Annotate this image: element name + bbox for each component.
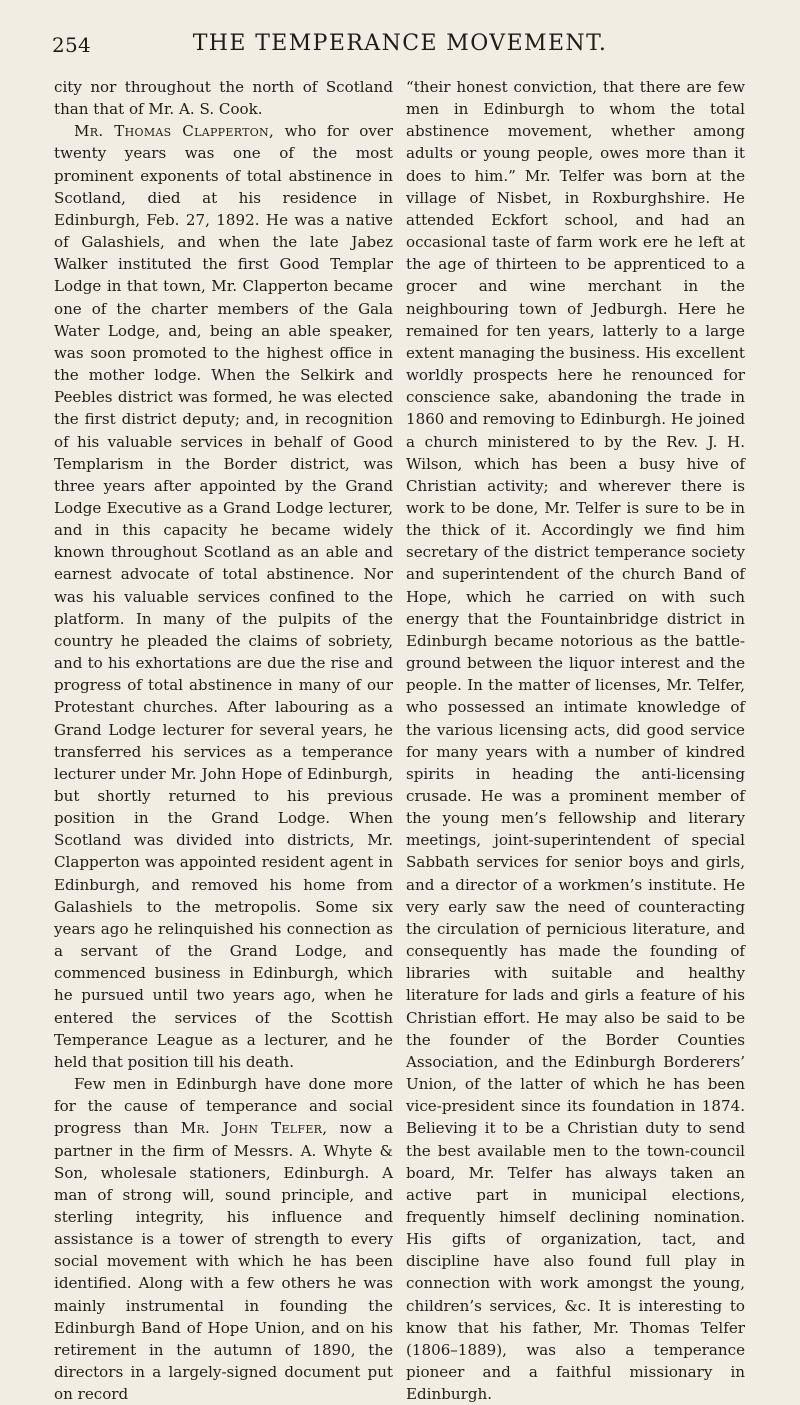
paragraph-clapperton-text: who for over twenty years was one of the most prominent exponents of total abstinence in Scotland, died at his residence in Edinburgh, Feb. 27, 1892. He was a native of Galashiels, and when the late Jabez Walker instituted the first Good Templar Lodge in that town, Mr. Clapperton became one of the charter members of the Gala Water Lodge, and, being an able speaker, was soon promoted to the highest office in the mother lodge. When the Selkirk and Peebles district was formed, he was elected the first district deputy; and, in recognition of his valuable services in behalf of Good Templarism in the Border district, was three years after appointed by the Grand Lodge Executive as a Grand Lodge lecturer, and in this capacity he became widely known throughout Scotland as an able and earnest advocate of total abstinence. Nor was his valuable services confined to the platform. In many of the pulpits of the country he pleaded the claims of sobriety, and to his exhortations are due the rise and progress of total abstinence in many of our Protestant churches. After labouring as a Grand Lodge lecturer for several years, he transferred his services as a temperance lecturer under Mr. John Hope of Edinburgh, but shortly returned to his previous position in the Grand Lodge. When Scotland was divided into districts, Mr. Clapperton was appointed resident agent in Edinburgh, and removed his home from Galashiels to the metropolis. Some six years ago he relinquished his connection as a servant of the Grand Lodge, and commenced business in Edinburgh, which he pursued until two years ago, when he entered the services of the Scottish Temperance League as a lecturer, and he held that position till his death.: [54, 122, 393, 1071]
person-name-telfer: Mr. John Telfer,: [180, 1119, 328, 1138]
running-title: THE TEMPERANCE MOVEMENT.: [192, 31, 608, 56]
right-column: [406, 76, 745, 1405]
page-number: 254: [52, 33, 92, 57]
paragraph-clapperton: [54, 120, 393, 1073]
paragraph-continuation: city nor throughout the north of Scotland than that of Mr. A. S. Cook.: [54, 78, 393, 119]
paragraph-telfer-lead: Few men in Edinburgh have done more for the cause of temperance and social progress than: [54, 1075, 393, 1138]
paragraph-telfer-continued: “their honest conviction, that there are few men in Edinburgh to whom the total abstinence movement, whether among adults or young people, owes more than it does to him.” Mr. Telfer was born at the village of Nisbet, in Roxburghshire. He attended Eckfort school, and had an occasional taste of farm work ere he left at the age of thirteen to be apprenticed to a grocer and wine merchant in the neighbouring town of Jedburgh. Here he remained for ten years, latterly to a large extent managing the business. His excellent worldly prospects here he renounced for conscience sake, abandoning the trade in 1860 and removing to Edinburgh. He joined a church ministered to by the Rev. J. H. Wilson, which has been a busy hive of Christian activity; and wherever there is work to be done, Mr. Telfer is sure to be in the thick of it. Accordingly we find him secretary of the district temperance society and superintendent of the church Band of Hope, which he carried on with such energy that the Fountainbridge district in Edinburgh became notorious as the battle-ground between the liquor interest and the people. In the matter of licenses, Mr. Telfer, who possessed an intimate knowledge of the various licensing acts, did good service for many years with a number of kindred spirits in heading the anti-licensing crusade. He was a prominent member of the young men’s fellowship and literary meetings, joint-superintendent of special Sabbath services for senior boys and girls, and a director of a workmen’s institute. He very early saw the need of counteracting the circulation of pernicious literature, and consequently has made the founding of libraries with suitable and healthy literature for lads and girls a feature of his Christian effort. He may also be said to be the founder of the Border Counties Association, and the Edinburgh Borderers’ Union, of the latter of which he has been vice-president since its foundation in 1874. Believing it to be a Christian duty to send the best available men to the town-council board, Mr. Telfer has always taken an active part in municipal elections, frequently himself declining nomination. His gifts of organization, tact, and discipline have also found full play in connection with work amongst the young, children’s services, &c. It is interesting to know that his father, Mr. Thomas Telfer (1806–1889), was also a temperance pioneer and a faithful missionary in Edinburgh.: [406, 78, 745, 1404]
person-name-clapperton: Mr. Thomas Clapperton,: [74, 122, 275, 141]
paragraph-telfer-text: now a partner in the firm of Messrs. A. Whyte & Son, wholesale stationers, Edinburgh. A man of strong will, sound principle, and sterling integrity, his influence and assistance is a tower of strength to every social movement with which he has been identified. Along with a few others he was mainly instrumental in founding the Edinburgh Band of Hope Union, and on his retirement in the autumn of 1890, the directors in a largely-signed document put on record: [54, 1119, 393, 1404]
paragraph-telfer-intro: [54, 1073, 393, 1405]
left-column: [54, 76, 393, 1405]
